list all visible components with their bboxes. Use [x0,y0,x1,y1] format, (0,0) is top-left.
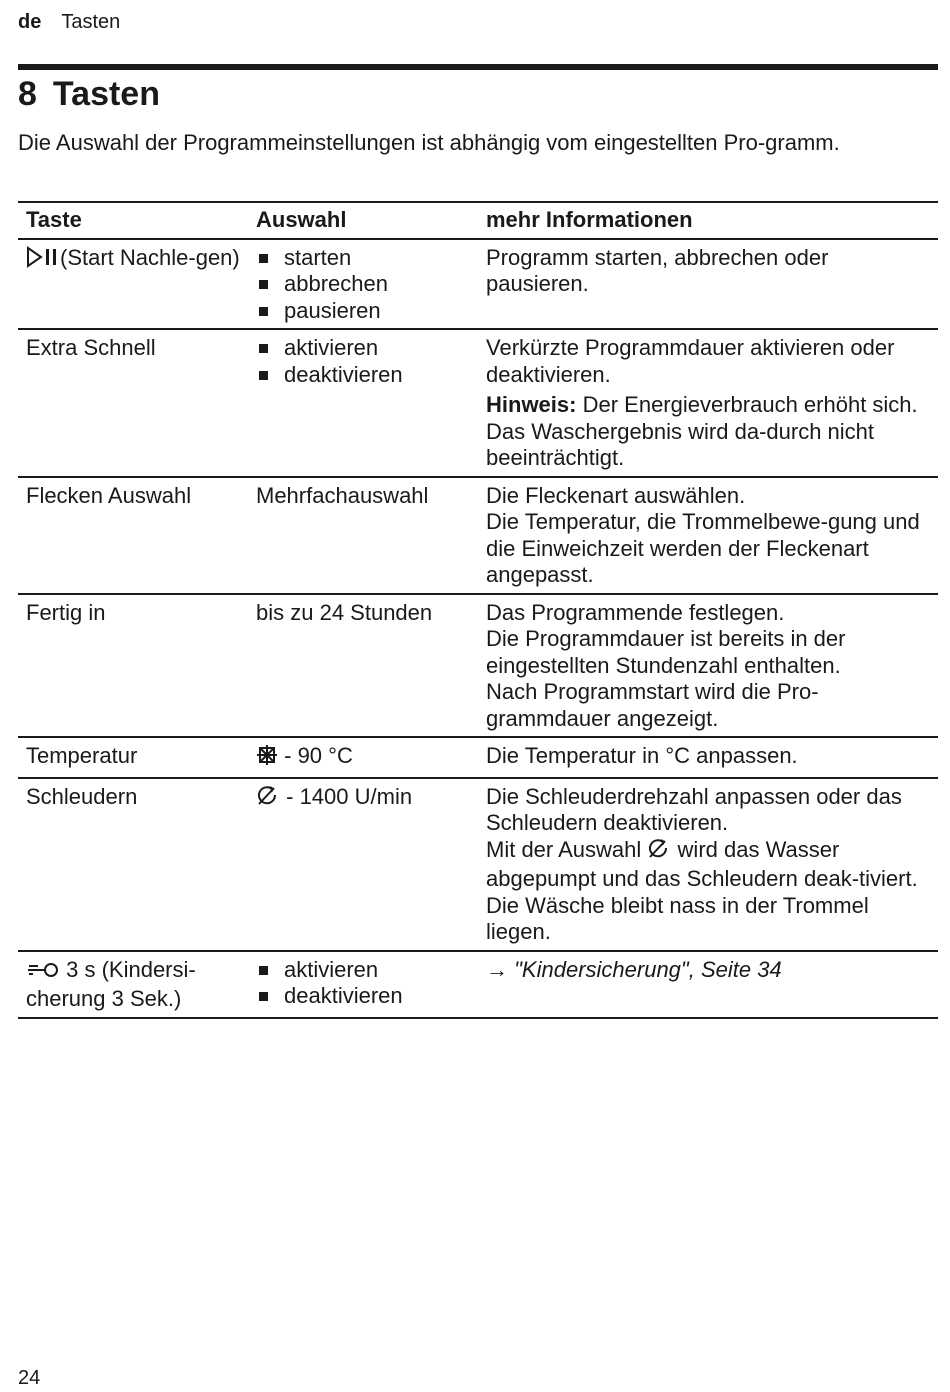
table-row [18,778,938,951]
cold-snowflake-icon [256,744,278,773]
info-text-with-icon [486,837,930,946]
key-label: (Start Nachle-gen) [60,244,240,270]
info-cell [478,737,938,778]
header-taste: Taste [18,202,248,239]
table-header-row [18,202,938,239]
no-spin-icon [256,785,280,814]
info-text: Die Temperatur in °C anpassen. [486,743,798,768]
key-cell: Temperatur [18,737,248,778]
selection-text: - 1400 U/min [286,783,413,809]
table-row [18,951,938,1018]
header-info: mehr Informationen [478,202,938,239]
no-spin-icon [647,838,671,867]
running-header [18,10,120,34]
arrow-icon: → [486,956,508,982]
note-label: Hinweis: [486,392,577,417]
table-row [18,477,938,594]
section-title-text: Tasten [52,75,160,113]
cross-reference-link[interactable]: "Kindersicherung", Seite 34 [514,956,782,982]
play-pause-icon [26,246,60,275]
table-row [18,737,938,778]
info-text: Nach Programmstart wird die Pro-grammdauer angezeigt. [486,679,819,731]
page-number: 24 [18,1367,41,1389]
info-text: Programm starten, abbrechen oder pausieren. [486,244,829,296]
info-cell [478,778,938,951]
keys-table [18,201,938,1019]
options-cell [248,951,478,1018]
running-header-section: Tasten [61,11,121,33]
info-text: Die Schleuderdrehzahl anpassen oder das Schleudern deaktivieren. [486,783,902,835]
info-text: Verkürzte Programmdauer aktivieren oder deaktivieren. [486,335,895,387]
info-icon-post: wird das Wasser abgepumpt und das Schleudern deak-tiviert. Die Wäsche bleibt nass in der Trommel liegen. [486,836,918,944]
key-cell [18,239,248,330]
list-item: abbrechen [256,271,470,298]
key-cell: Fertig in [18,594,248,738]
list-item: pausieren [256,298,470,325]
key-cell: Flecken Auswahl [18,477,248,594]
list-item: aktivieren [256,335,470,362]
options-list [256,957,470,1010]
note-text: Der Energieverbrauch erhöht sich. Das Waschergebnis wird da-durch nicht beeinträchtigt. [486,392,918,470]
info-cell [478,951,938,1018]
table-row [18,239,938,330]
selection-cell [248,778,478,951]
section-number: 8 [18,75,37,113]
language-code: de [18,11,42,33]
info-text: Die Fleckenart auswählen. [486,482,746,508]
section-title [18,74,160,114]
intro-paragraph: Die Auswahl der Programmeinstellungen ist abhängig vom eingestellten Pro-gramm. [18,130,840,155]
options-cell [248,329,478,477]
options-list [256,245,470,325]
table-row [18,329,938,477]
info-text: Die Programmdauer ist bereits in der eingestellten Stundenzahl enthalten. [486,626,846,678]
options-list [256,335,470,388]
info-cell [478,594,938,738]
header-auswahl: Auswahl [248,202,478,239]
note [486,392,930,472]
key-cell: Schleudern [18,778,248,951]
list-item: aktivieren [256,957,470,984]
key-icon [26,960,60,987]
info-cell [478,239,938,330]
selection-cell: Mehrfachauswahl [248,477,478,594]
key-cell [18,951,248,1018]
info-cell [478,477,938,594]
header-rule [18,64,938,70]
list-item: starten [256,245,470,272]
table-row [18,594,938,738]
key-cell: Extra Schnell [18,329,248,477]
info-text: Das Programmende festlegen. [486,599,785,625]
options-cell [248,239,478,330]
selection-cell [248,737,478,778]
selection-text: - 90 °C [284,743,353,768]
key-label: 3 s (Kindersi-cherung 3 Sek.) [26,956,196,1011]
info-icon-pre: Mit der Auswahl [486,836,642,862]
info-cell [478,329,938,477]
selection-cell: bis zu 24 Stunden [248,594,478,738]
list-item: deaktivieren [256,362,470,389]
info-text: Die Temperatur, die Trommelbewe-gung und die Einweichzeit werden der Fleckenart angepasst. [486,509,920,587]
list-item: deaktivieren [256,983,470,1010]
